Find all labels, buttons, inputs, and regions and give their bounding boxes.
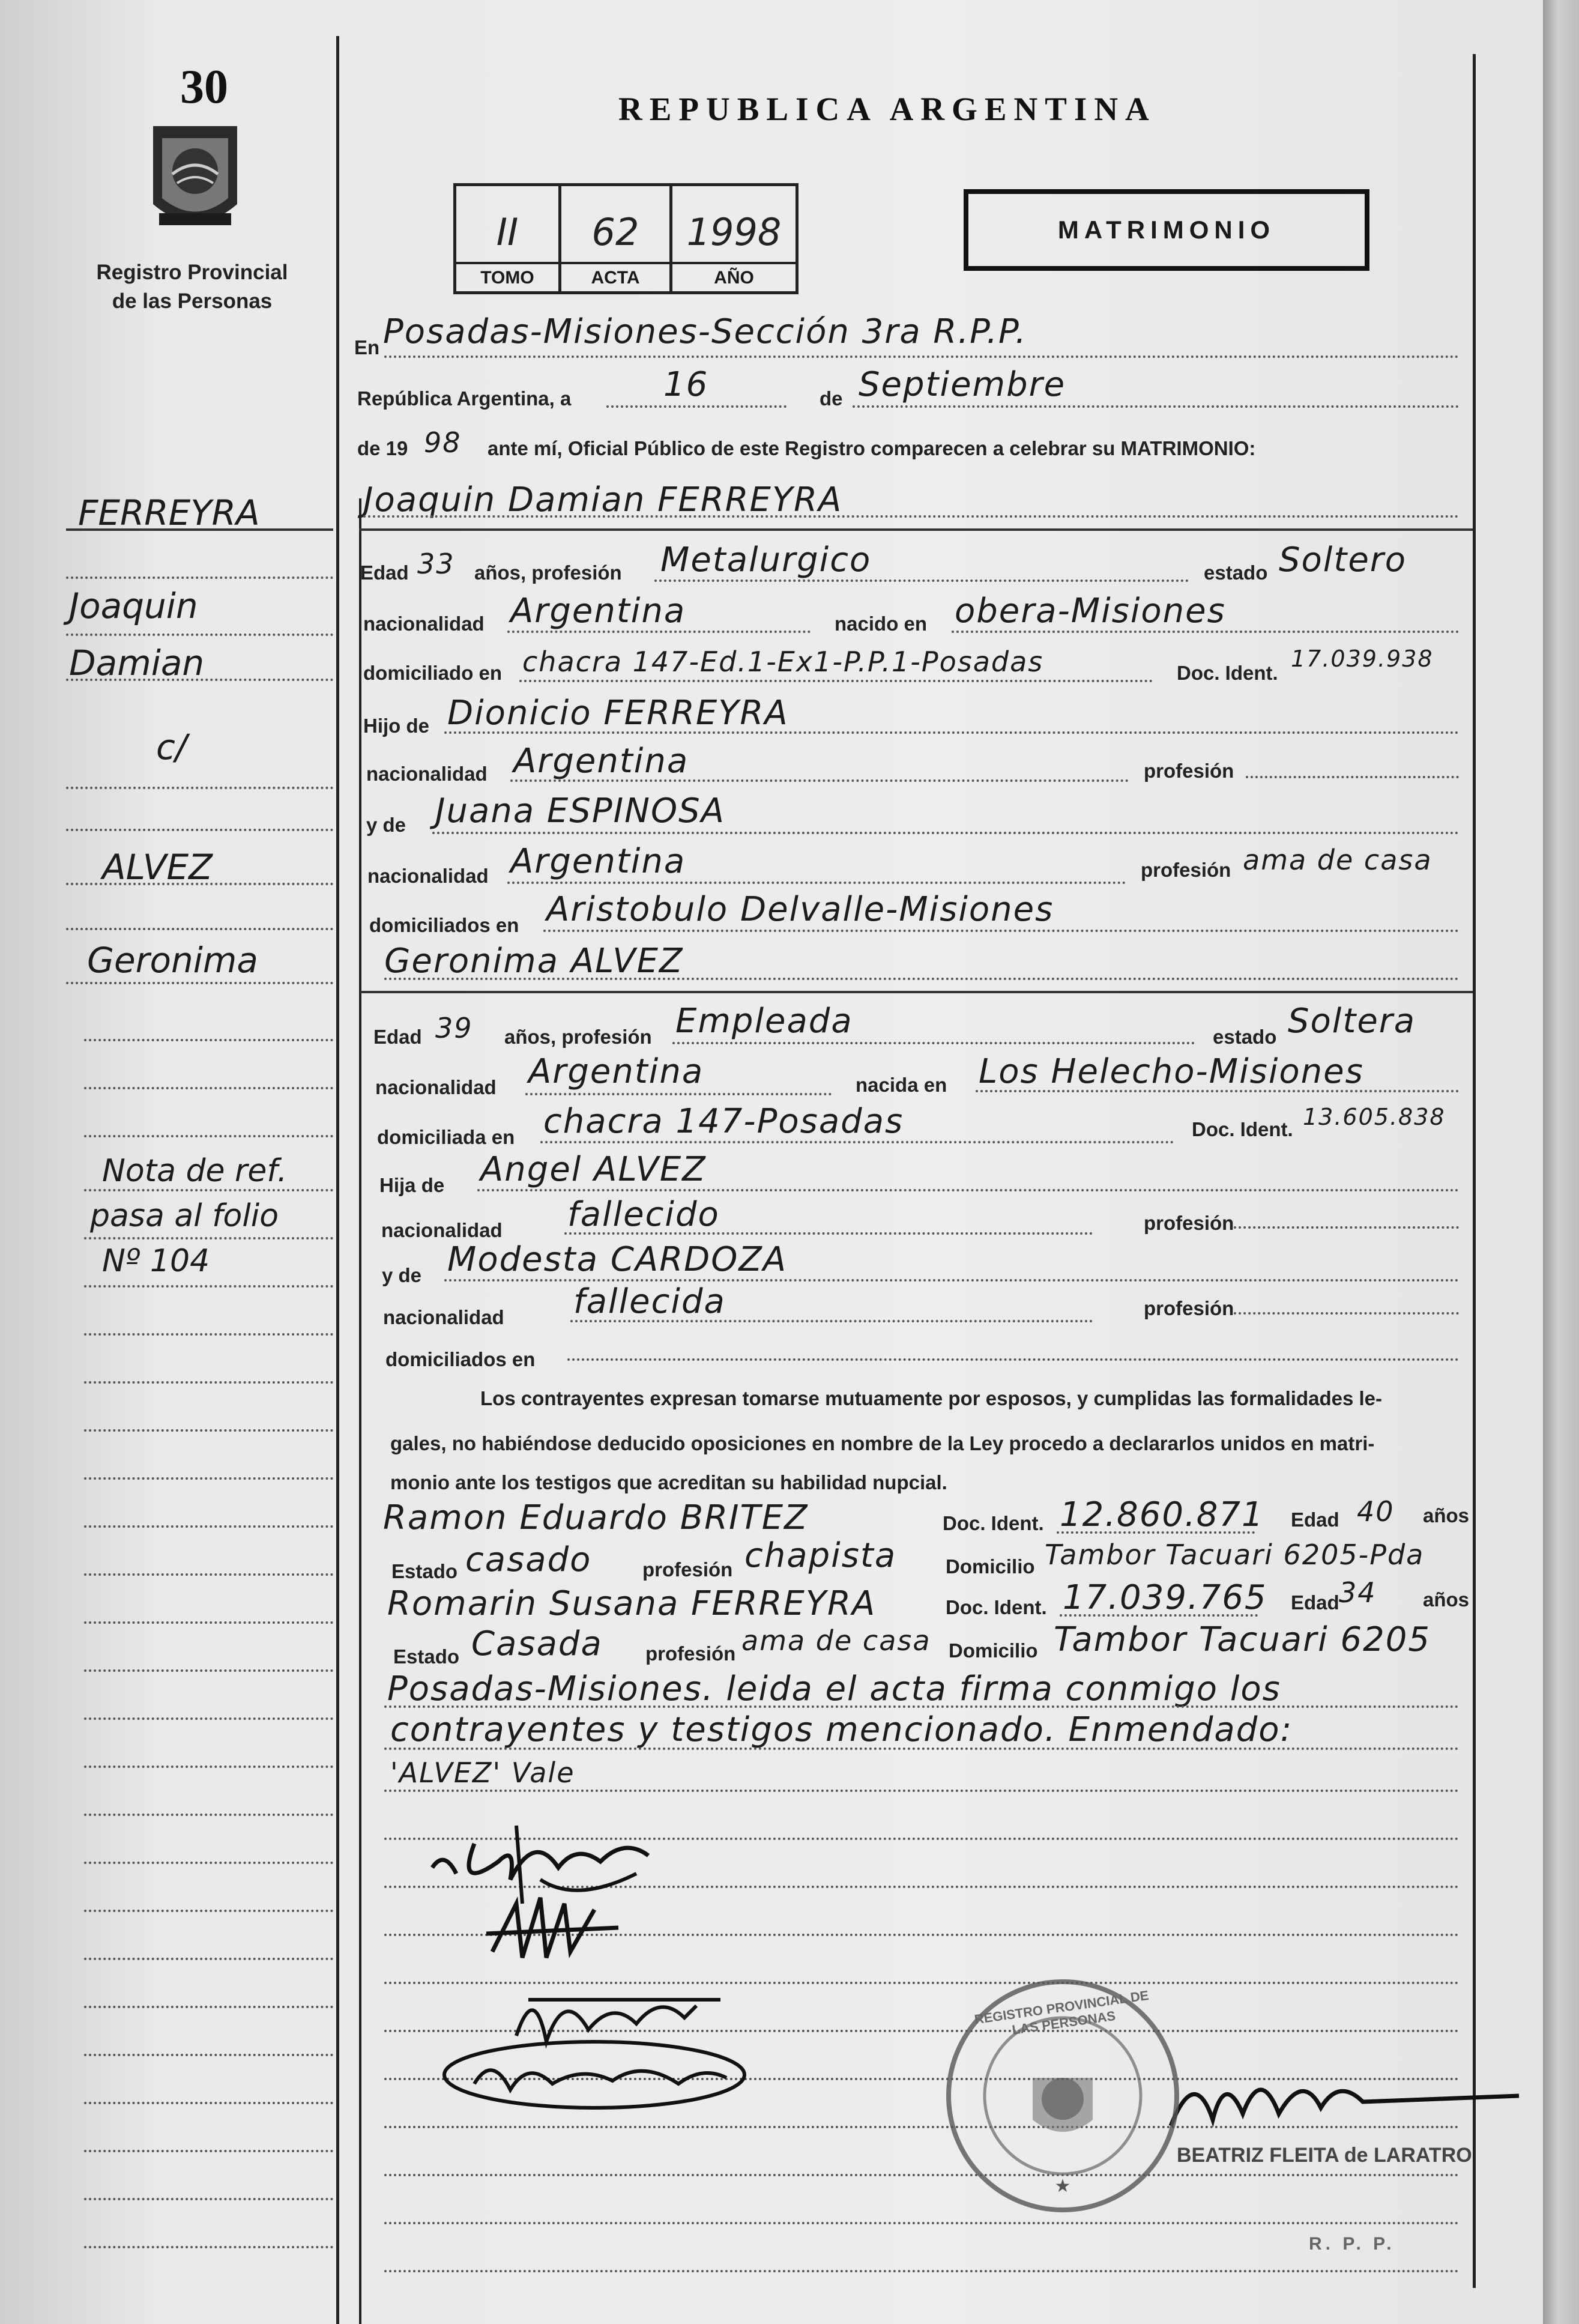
place-value: Posadas-Misiones-Sección 3ra R.P.P. xyxy=(383,312,1027,351)
bride-age-label: Edad xyxy=(373,1026,422,1048)
groom-father-nat-label: nacionalidad xyxy=(366,763,488,785)
witness1-age: 40 xyxy=(1357,1495,1395,1528)
groom-father-nat-line xyxy=(510,779,1129,782)
groom-doc-label: Doc. Ident. xyxy=(1177,662,1278,684)
witness1-doc-label: Doc. Ident. xyxy=(943,1512,1044,1534)
margin-rule xyxy=(84,1573,333,1576)
margin-rule xyxy=(84,2054,333,2056)
body-rule xyxy=(384,1748,1459,1750)
groom-mother-nat: Argentina xyxy=(510,842,686,881)
closing-line-2: contrayentes y testigos mencionado. Enmendado: xyxy=(390,1710,1293,1749)
office-abbrev: R. P. P. xyxy=(1309,2234,1395,2254)
bride-nat-line xyxy=(525,1093,832,1095)
margin-rule xyxy=(66,829,333,831)
margin-rule xyxy=(66,576,333,579)
month-line xyxy=(853,405,1459,408)
groom-born-label: nacido en xyxy=(835,613,928,635)
groom-status: Soltero xyxy=(1279,540,1407,579)
bride-born: Los Helecho-Misiones xyxy=(979,1052,1364,1091)
margin-surname: FERREYRA xyxy=(78,492,260,533)
bride-domicile-label: domiciliada en xyxy=(377,1126,515,1148)
en-label: En xyxy=(354,336,380,359)
groom-age-label: Edad xyxy=(360,561,409,584)
margin-rule xyxy=(84,1189,333,1191)
signature-bride xyxy=(480,1886,636,1970)
groom-mother-prof: ama de casa xyxy=(1243,844,1433,876)
left-column-divider xyxy=(336,36,339,2324)
body-rule xyxy=(384,1790,1459,1792)
margin-rule xyxy=(84,1237,333,1239)
margin-rule xyxy=(84,1135,333,1137)
witness1-domicile: Tambor Tacuari 6205-Pda xyxy=(1045,1539,1425,1571)
bride-born-line xyxy=(976,1090,1459,1092)
margin-note-3: Nº 104 xyxy=(102,1243,210,1279)
signature-officer xyxy=(1159,2054,1531,2150)
groom-prof-line xyxy=(654,579,1189,582)
bride-divider xyxy=(360,991,1473,993)
witness1-status-label: Estado xyxy=(391,1560,458,1582)
bride-mother-nat-line xyxy=(570,1320,1093,1322)
record-type-box: MATRIMONIO xyxy=(964,189,1369,271)
groom-father-prof-label: profesión xyxy=(1144,760,1234,782)
margin-rule xyxy=(84,1910,333,1912)
bride-father: Angel ALVEZ xyxy=(480,1150,707,1189)
margin-rule xyxy=(66,634,333,636)
margin-given-1: Joaquin xyxy=(69,586,198,626)
groom-profession-label: años, profesión xyxy=(474,561,622,584)
groom-name-line xyxy=(363,515,1459,518)
declaration-line-2: gales, no habiéndose deducido oposiciones en nombre de la Ley procedo a declararlos unidos en matri- xyxy=(390,1432,1375,1454)
witness2-name: Romarin Susana FERREYRA xyxy=(387,1584,877,1623)
groom-parents-domicile-label: domiciliados en xyxy=(369,914,519,936)
signature-witness2 xyxy=(438,2030,774,2120)
acta-label: ACTA xyxy=(561,262,669,291)
declaration-line-1: Los contrayentes expresan tomarse mutuamente por esposos, y cumplidas las formalidades le- xyxy=(480,1387,1382,1409)
margin-rule xyxy=(66,787,333,789)
margin-rule xyxy=(84,1429,333,1432)
margin-rule xyxy=(84,1087,333,1089)
provincial-seal-icon xyxy=(135,114,255,240)
margin-rule xyxy=(84,2006,333,2008)
registry-title xyxy=(84,258,300,316)
witness2-prof-label: profesión xyxy=(645,1642,736,1665)
day-line xyxy=(606,405,786,408)
margin-rule xyxy=(84,1814,333,1816)
witness2-years-label: años xyxy=(1423,1588,1470,1611)
groom-age: 33 xyxy=(417,548,455,580)
bride-name-line xyxy=(384,978,1459,980)
margin-rule xyxy=(84,1958,333,1960)
folio-number: 30 xyxy=(180,61,228,113)
bride-father-nat-line xyxy=(564,1232,1093,1235)
y-de-label-bride: y de xyxy=(382,1264,422,1286)
bride-nationality: Argentina xyxy=(528,1052,704,1091)
groom-father-line xyxy=(444,731,1459,734)
month-value: Septiembre xyxy=(859,365,1066,404)
bride-father-line xyxy=(477,1189,1459,1191)
margin-bride-surname: ALVEZ xyxy=(102,847,213,888)
groom-father-prof-line xyxy=(1246,776,1459,778)
closing-line-3: 'ALVEZ' Vale xyxy=(390,1757,575,1789)
registry-line-2: de las Personas xyxy=(112,289,273,313)
witness2-status: Casada xyxy=(471,1624,603,1663)
place-line xyxy=(384,356,1459,358)
groom-born: obera-Misiones xyxy=(955,592,1226,631)
groom-mother-nat-label: nacionalidad xyxy=(367,865,489,887)
bride-profession-label: años, profesión xyxy=(504,1026,652,1048)
tomo-value: II xyxy=(496,210,519,254)
witness2-domicile-label: Domicilio xyxy=(949,1639,1038,1662)
margin-rule xyxy=(84,2198,333,2200)
margin-bride-given: Geronima xyxy=(87,940,258,981)
de-19-label: de 19 xyxy=(357,437,408,459)
witness2-doc: 17.039.765 xyxy=(1063,1578,1267,1617)
witness1-profession: chapista xyxy=(744,1536,897,1575)
record-box xyxy=(453,183,799,294)
acta-value: 62 xyxy=(591,210,639,254)
year-suffix: 98 xyxy=(424,426,462,459)
bride-parents-domicile-label: domiciliados en xyxy=(385,1348,536,1370)
officer-name: BEATRIZ FLEITA de LARATRO xyxy=(1177,2144,1472,2167)
ano-cell xyxy=(672,186,796,291)
body-rule xyxy=(384,2222,1459,2224)
margin-rule xyxy=(84,1766,333,1768)
groom-mother-prof-label: profesión xyxy=(1141,859,1231,881)
bride-mother-nat-label: nacionalidad xyxy=(383,1306,504,1328)
witness2-doc-line xyxy=(1060,1614,1258,1617)
groom-status-label: estado xyxy=(1204,561,1268,584)
bride-mother-line xyxy=(444,1279,1459,1282)
margin-rule xyxy=(84,1525,333,1528)
margin-rule xyxy=(84,2246,333,2248)
bride-mother-prof-line xyxy=(1234,1312,1459,1315)
de-label: de xyxy=(820,387,843,410)
tomo-label: TOMO xyxy=(456,262,558,291)
margin-given-2: Damian xyxy=(69,643,205,683)
margin-rule xyxy=(84,1333,333,1336)
margin-rule xyxy=(84,1039,333,1041)
margin-rule xyxy=(66,679,333,681)
witness1-years-label: años xyxy=(1423,1504,1470,1527)
margin-rule xyxy=(84,1477,333,1480)
witness2-age-label: Edad xyxy=(1291,1591,1339,1614)
groom-nationality-label: nacionalidad xyxy=(363,613,485,635)
margin-rule xyxy=(84,2150,333,2152)
groom-domicile-line xyxy=(519,680,1153,682)
bride-mother: Modesta CARDOZA xyxy=(447,1240,788,1279)
margin-rule xyxy=(84,1285,333,1288)
groom-divider xyxy=(359,528,1473,531)
witness2-profession: ama de casa xyxy=(741,1624,931,1657)
bride-status-label: estado xyxy=(1213,1026,1277,1048)
witness1-age-label: Edad xyxy=(1291,1508,1339,1531)
bride-nationality-label: nacionalidad xyxy=(375,1076,497,1098)
groom-mother-line xyxy=(432,832,1459,834)
witness2-doc-label: Doc. Ident. xyxy=(946,1596,1047,1618)
body-rule xyxy=(384,2270,1459,2272)
margin-rule xyxy=(84,2102,333,2104)
republica-label: República Argentina, a xyxy=(357,387,572,410)
margin-rule xyxy=(84,1381,333,1384)
groom-parents-domicile: Aristobulo Delvalle-Misiones xyxy=(546,890,1054,929)
margin-rule xyxy=(84,1621,333,1624)
acta-cell xyxy=(561,186,672,291)
witness1-domicile-label: Domicilio xyxy=(946,1555,1035,1578)
closing-line-1: Posadas-Misiones. leida el acta firma conmigo los xyxy=(387,1669,1281,1708)
day-value: 16 xyxy=(663,365,709,404)
bride-status: Soltera xyxy=(1288,1002,1416,1041)
margin-conj: c/ xyxy=(156,727,187,767)
witness1-doc-line xyxy=(1057,1531,1255,1534)
margin-note-1: Nota de ref. xyxy=(102,1153,288,1189)
svg-text:★: ★ xyxy=(1054,2176,1071,2196)
margin-note-2: pasa al folio xyxy=(90,1198,279,1234)
ano-label: AÑO xyxy=(672,262,796,291)
groom-mother: Juana ESPINOSA xyxy=(435,791,725,831)
groom-born-line xyxy=(952,631,1459,633)
witness2-age: 34 xyxy=(1339,1576,1377,1609)
hija-de-label: Hija de xyxy=(379,1174,445,1196)
bride-prof-line xyxy=(672,1042,1195,1044)
groom-father: Dionicio FERREYRA xyxy=(447,694,789,733)
bride-mother-prof-label: profesión xyxy=(1144,1297,1234,1319)
bride-doc-label: Doc. Ident. xyxy=(1192,1118,1293,1140)
bride-domicile: chacra 147-Posadas xyxy=(543,1102,904,1141)
bride-father-prof-label: profesión xyxy=(1144,1212,1234,1234)
groom-domicile: chacra 147-Ed.1-Ex1-P.P.1-Posadas xyxy=(522,646,1044,678)
bride-profession: Empleada xyxy=(675,1002,853,1041)
margin-rule xyxy=(66,982,333,984)
witness1-prof-label: profesión xyxy=(642,1558,733,1581)
y-de-label-groom: y de xyxy=(366,814,406,836)
groom-profession: Metalurgico xyxy=(660,540,872,579)
bride-born-label: nacida en xyxy=(856,1074,947,1096)
groom-parents-domicile-line xyxy=(543,930,1459,932)
right-border xyxy=(1473,54,1476,2288)
stamp-ring-text: REGISTRO PROVINCIAL DE LAS PERSONAS xyxy=(973,1987,1150,2038)
bride-parents-domicile-line xyxy=(567,1358,1459,1361)
body-left-border xyxy=(359,498,361,2324)
margin-rule xyxy=(66,883,333,885)
bride-mother-nat: fallecida xyxy=(573,1282,726,1321)
witness1-name: Ramon Eduardo BRITEZ xyxy=(383,1498,809,1537)
margin-surname-line xyxy=(66,528,333,531)
groom-nationality: Argentina xyxy=(510,592,686,631)
declaration-line-3: monio ante los testigos que acreditan su habilidad nupcial. xyxy=(390,1471,947,1493)
hijo-de-label: Hijo de xyxy=(363,715,430,737)
ano-value: 1998 xyxy=(686,210,782,254)
witness1-status: casado xyxy=(465,1540,592,1579)
groom-domicile-label: domiciliado en xyxy=(363,662,503,684)
margin-rule xyxy=(66,928,333,930)
body-rule xyxy=(384,2174,1459,2176)
body-rule xyxy=(384,1705,1459,1708)
tomo-cell xyxy=(456,186,561,291)
witness1-doc: 12.860.871 xyxy=(1060,1495,1264,1534)
groom-father-nat: Argentina xyxy=(513,742,689,781)
bride-father-nat-label: nacionalidad xyxy=(381,1219,503,1241)
groom-mother-nat-line xyxy=(507,882,1126,884)
witness2-status-label: Estado xyxy=(393,1645,460,1668)
bride-father-nat: fallecido xyxy=(567,1195,720,1234)
margin-rule xyxy=(84,1669,333,1672)
groom-name: Joaquin Damian FERREYRA xyxy=(363,480,843,519)
page-edge xyxy=(1543,0,1579,2324)
bride-age: 39 xyxy=(435,1012,473,1044)
groom-nat-line xyxy=(507,631,811,633)
bride-doc: 13.605.838 xyxy=(1303,1104,1446,1130)
bride-name: Geronima ALVEZ xyxy=(384,942,684,981)
groom-doc: 17.039.938 xyxy=(1291,646,1434,672)
margin-rule xyxy=(84,1862,333,1864)
witness2-domicile: Tambor Tacuari 6205 xyxy=(1054,1620,1431,1659)
margin-rule xyxy=(84,1717,333,1720)
document-header: REPUBLICA ARGENTINA xyxy=(618,91,1156,127)
bride-father-prof-line xyxy=(1234,1226,1459,1229)
ante-mi-text: ante mí, Oficial Público de este Registro comparecen a celebrar su MATRIMONIO: xyxy=(488,437,1256,459)
registry-line-1: Registro Provincial xyxy=(96,261,288,284)
bride-domicile-line xyxy=(540,1141,1174,1143)
